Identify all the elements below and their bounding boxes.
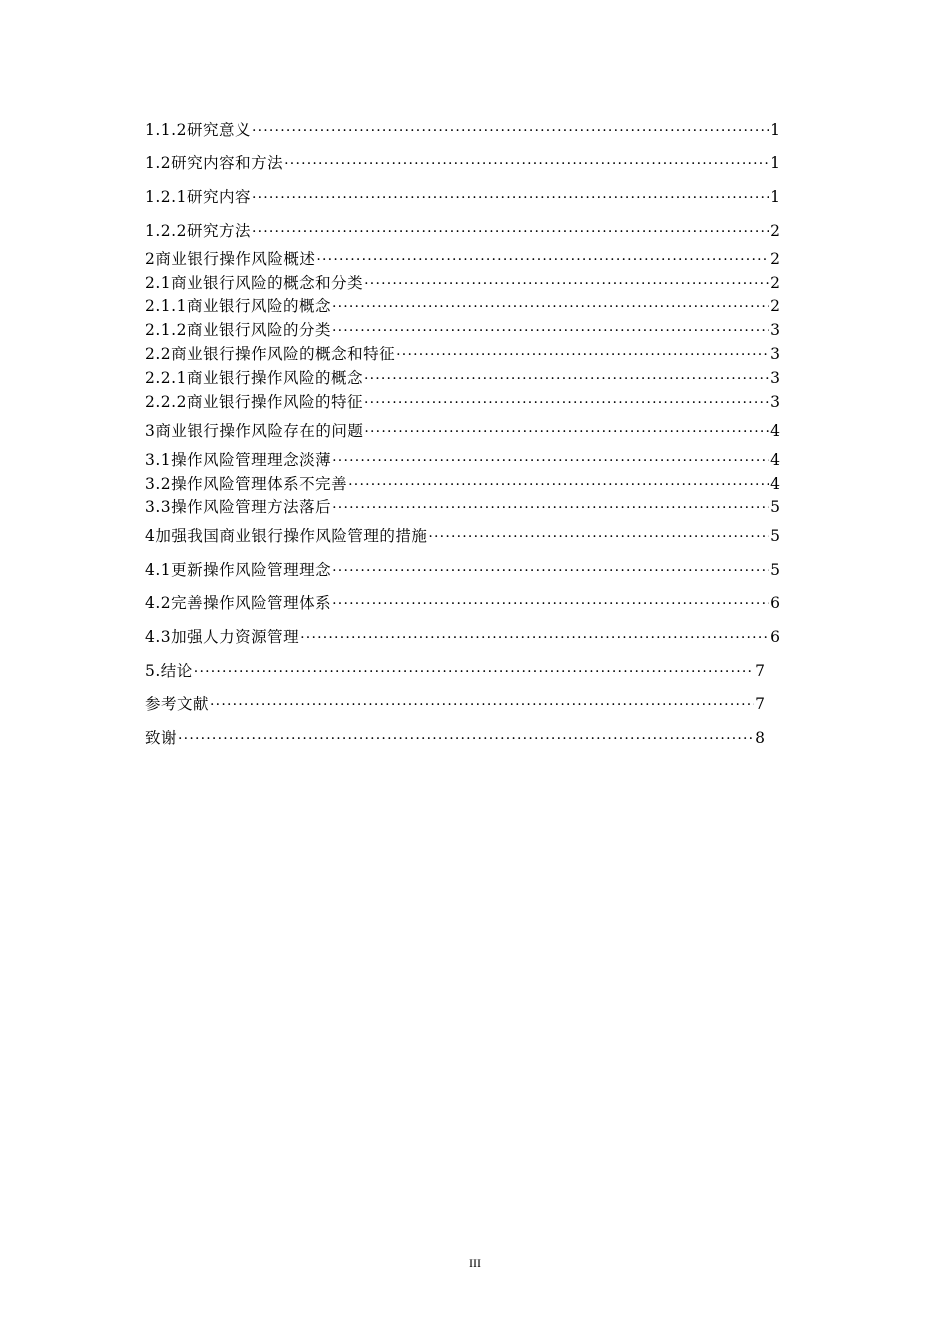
toc-entry[interactable] xyxy=(145,295,780,317)
toc-entry-title: 4.3加强人力资源管理 xyxy=(145,628,300,646)
toc-entry-page: 3 xyxy=(770,345,780,363)
toc-entry[interactable] xyxy=(145,420,780,442)
toc-entry[interactable] xyxy=(145,660,765,682)
toc-entry[interactable] xyxy=(145,186,780,208)
toc-entry[interactable] xyxy=(145,119,780,141)
toc-entry-title: 3.3操作风险管理方法落后 xyxy=(145,498,332,516)
toc-entry-title: 3商业银行操作风险存在的问题 xyxy=(145,422,364,440)
toc-entry[interactable] xyxy=(145,343,780,365)
toc-dot-leader xyxy=(252,119,769,141)
toc-dot-leader xyxy=(364,391,769,413)
toc-entry[interactable] xyxy=(145,152,780,174)
toc-entry-title: 参考文献 xyxy=(145,695,210,713)
toc-dot-leader xyxy=(178,727,754,749)
toc-entry[interactable] xyxy=(145,367,780,389)
toc-entry-title: 2.2.2商业银行操作风险的特征 xyxy=(145,393,363,411)
toc-dot-leader xyxy=(284,152,769,174)
toc-dot-leader xyxy=(396,343,769,365)
toc-entry-title: 4.2完善操作风险管理体系 xyxy=(145,594,332,612)
toc-entry-page: 1 xyxy=(770,154,780,172)
toc-dot-leader xyxy=(316,248,769,270)
toc-dot-leader xyxy=(194,660,754,682)
toc-dot-leader xyxy=(252,186,769,208)
toc-dot-leader xyxy=(332,496,769,518)
toc-entry-page: 7 xyxy=(755,695,765,713)
toc-entry-title: 3.2操作风险管理体系不完善 xyxy=(145,475,348,493)
page-number-footer: III xyxy=(469,1256,481,1270)
toc-entry[interactable] xyxy=(145,727,765,749)
toc-dot-leader xyxy=(364,272,769,294)
toc-entry-page: 6 xyxy=(770,594,780,612)
toc-entry[interactable] xyxy=(145,272,780,294)
toc-entry-title: 4.1更新操作风险管理理念 xyxy=(145,561,332,579)
toc-entry-page: 7 xyxy=(755,662,765,680)
toc-dot-leader xyxy=(332,295,769,317)
toc-dot-leader xyxy=(428,525,769,547)
toc-entry-page: 3 xyxy=(770,369,780,387)
toc-entry[interactable] xyxy=(145,449,780,471)
toc-entry-page: 3 xyxy=(770,321,780,339)
toc-entry-title: 3.1操作风险管理理念淡薄 xyxy=(145,451,332,469)
toc-entry-page: 1 xyxy=(770,121,780,139)
toc-entry[interactable] xyxy=(145,496,780,518)
toc-entry-page: 6 xyxy=(770,628,780,646)
toc-entry[interactable] xyxy=(145,592,780,614)
toc-entry[interactable] xyxy=(145,693,765,715)
toc-entry-title: 1.2.2研究方法 xyxy=(145,222,251,240)
toc-entry-title: 1.1.2研究意义 xyxy=(145,121,251,139)
toc-entry[interactable] xyxy=(145,525,780,547)
toc-entry[interactable] xyxy=(145,220,780,242)
toc-dot-leader xyxy=(332,559,769,581)
toc-entry[interactable] xyxy=(145,473,780,495)
toc-entry-page: 2 xyxy=(770,274,780,292)
toc-entry-page: 5 xyxy=(770,527,780,545)
toc-entry-title: 1.2研究内容和方法 xyxy=(145,154,284,172)
toc-entry-title: 致谢 xyxy=(145,729,178,747)
toc-entry-page: 4 xyxy=(770,475,780,493)
toc-entry-title: 2.2.1商业银行操作风险的概念 xyxy=(145,369,363,387)
toc-entry-page: 4 xyxy=(770,422,780,440)
toc-entry-page: 2 xyxy=(770,250,780,268)
toc-entry-page: 5 xyxy=(770,498,780,516)
toc-dot-leader xyxy=(252,220,769,242)
toc-entry-title: 2商业银行操作风险概述 xyxy=(145,250,316,268)
toc-entry-page: 2 xyxy=(770,297,780,315)
toc-entry-page: 2 xyxy=(770,222,780,240)
toc-entry-page: 8 xyxy=(755,729,765,747)
toc-entry[interactable] xyxy=(145,559,780,581)
toc-entry-title: 4加强我国商业银行操作风险管理的措施 xyxy=(145,527,428,545)
toc-dot-leader xyxy=(332,449,769,471)
toc-entry[interactable] xyxy=(145,391,780,413)
toc-entry[interactable] xyxy=(145,626,780,648)
toc-dot-leader xyxy=(300,626,769,648)
toc-entry[interactable] xyxy=(145,319,780,341)
toc-dot-leader xyxy=(348,473,769,495)
toc-entry-title: 1.2.1研究内容 xyxy=(145,188,251,206)
toc-entry-page: 3 xyxy=(770,393,780,411)
toc-dot-leader xyxy=(332,592,769,614)
toc-entry-page: 5 xyxy=(770,561,780,579)
toc-entry-title: 2.1商业银行风险的概念和分类 xyxy=(145,274,364,292)
toc-dot-leader xyxy=(332,319,769,341)
toc-dot-leader xyxy=(364,420,769,442)
toc-entry-title: 2.1.1商业银行风险的概念 xyxy=(145,297,331,315)
toc-entry-title: 2.2商业银行操作风险的概念和特征 xyxy=(145,345,396,363)
toc-dot-leader xyxy=(210,693,754,715)
toc-entry-page: 4 xyxy=(770,451,780,469)
toc-entry[interactable] xyxy=(145,248,780,270)
toc-entry-title: 2.1.2商业银行风险的分类 xyxy=(145,321,331,339)
toc-dot-leader xyxy=(364,367,769,389)
toc-entry-title: 5.结论 xyxy=(145,662,193,680)
toc-entry-page: 1 xyxy=(770,188,780,206)
